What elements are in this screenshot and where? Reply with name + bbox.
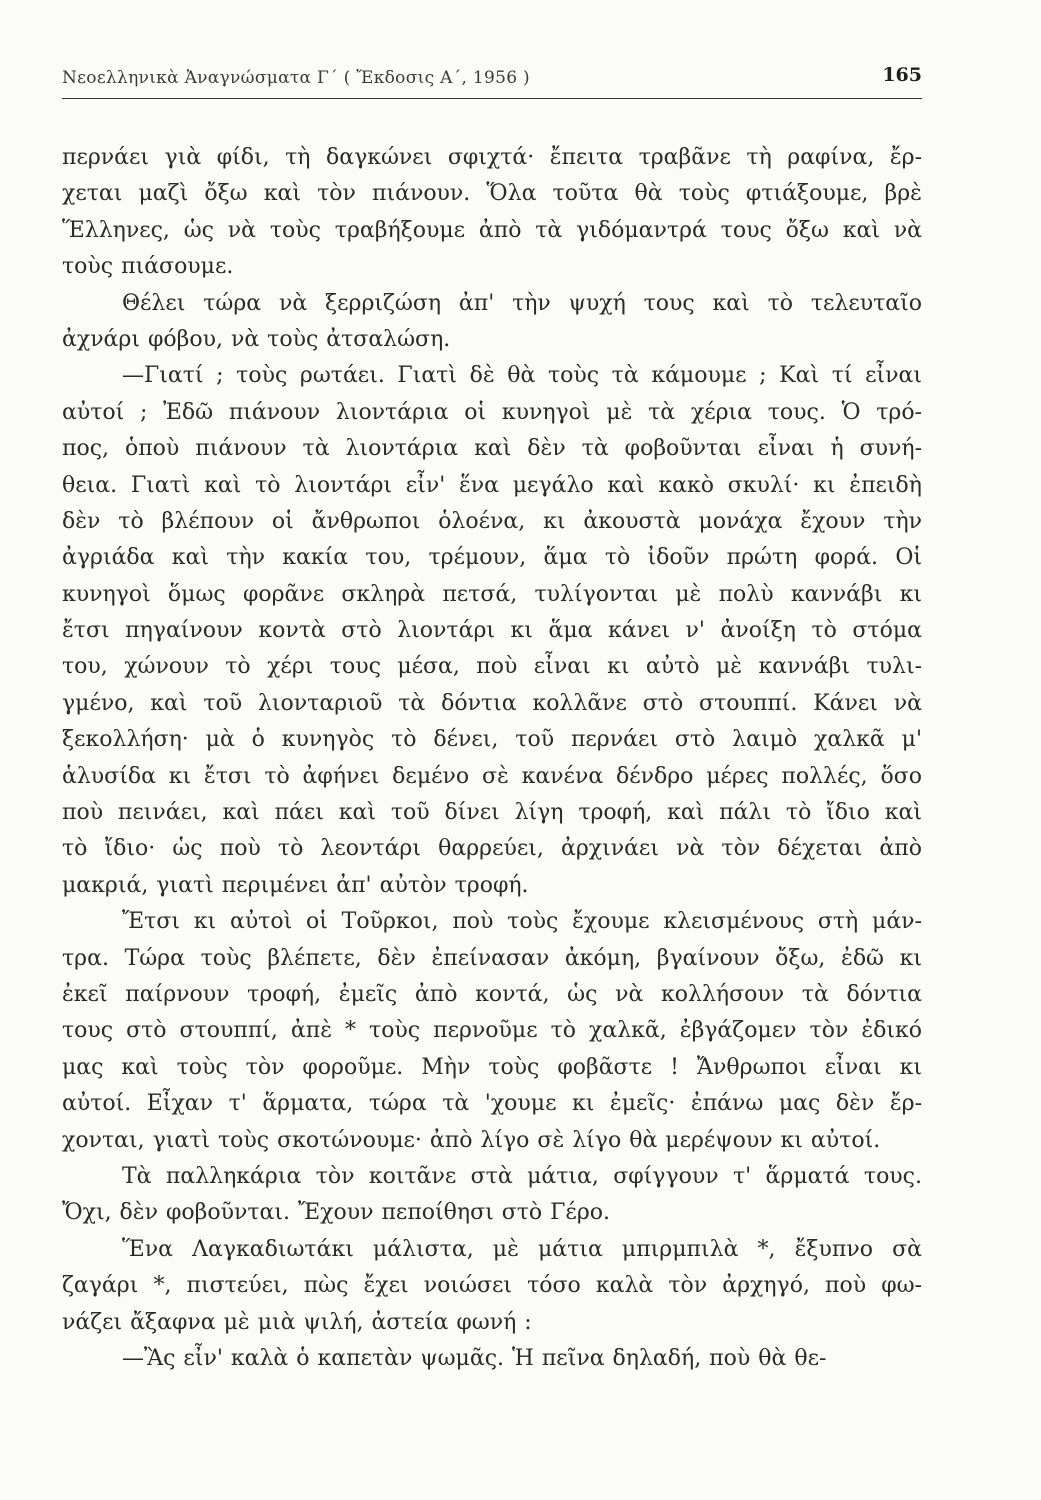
text-line: Ἔτσι κι αὐτοὶ οἱ Τοῦρκοι, ποὺ τοὺς ἔχουμε κλεισμένους στὴ μάν-	[122, 909, 922, 935]
text-line: —Ἂς εἶν' καλὰ ὁ καπετὰν ψωμᾶς. Ἡ πεῖνα δηλαδή, ποὺ θὰ θε-	[122, 1345, 827, 1371]
page-number: 165	[882, 64, 922, 86]
text-line: κυνηγοὶ ὅμως φορᾶνε σκληρὰ πετσά, τυλίγονται μὲ πολὺ καννάβι κι	[62, 581, 922, 607]
text-line: ἔτσι πηγαίνουν κοντὰ στὸ λιοντάρι κι ἅμα κάνει ν' ἀνοίξη τὸ στόμα	[62, 618, 922, 644]
header-title: Νεοελληνικὰ Ἀναγνώσματα Γ΄ ( Ἔκδοσις Α΄, 1956 )	[62, 68, 530, 88]
text-line: νάζει ἄξαφνα μὲ μιὰ ψιλή, ἀστεία φωνή :	[62, 1309, 532, 1335]
text-line: μας καὶ τοὺς τὸν φοροῦμε. Μὴν τοὺς φοβᾶστε ! Ἄνθρωποι εἶναι κι	[62, 1054, 922, 1080]
text-line: ἀγριάδα καὶ τὴν κακία του, τρέμουν, ἅμα τὸ ἰδοῦν πρώτη φορά. Οἱ	[62, 545, 922, 571]
text-line: ἐκεῖ παίρνουν τροφή, ἐμεῖς ἀπὸ κοντά, ὡς νὰ κολλήσουν τὰ δόντια	[62, 981, 922, 1007]
text-line: τὸ ἴδιο· ὡς ποὺ τὸ λεοντάρι θαρρεύει, ἀρχινάει νὰ τὸν δέχεται ἀπὸ	[62, 836, 922, 862]
text-line: θεια. Γιατὶ καὶ τὸ λιοντάρι εἶν' ἕνα μεγάλο καὶ κακὸ σκυλί· κι ἐπειδὴ	[62, 472, 922, 498]
text-line: του, χώνουν τὸ χέρι τους μέσα, ποὺ εἶναι κι αὐτὸ μὲ καννάβι τυλι-	[62, 654, 922, 680]
text-line: ἁλυσίδα κι ἔτσι τὸ ἀφήνει δεμένο σὲ κανένα δένδρο μέρες πολλές, ὅσο	[62, 763, 922, 789]
paragraph	[62, 286, 922, 359]
body-text	[62, 140, 922, 1377]
text-line: μακριά, γιατὶ περιμένει ἀπ' αὐτὸν τροφή.	[62, 872, 529, 898]
paragraph	[62, 358, 922, 904]
text-line: πος, ὁποὺ πιάνουν τὰ λιοντάρια καὶ δὲν τὰ φοβοῦνται εἶναι ἡ συνή-	[62, 436, 922, 462]
text-line: χονται, γιατὶ τοὺς σκοτώνουμε· ἀπὸ λίγο σὲ λίγο θὰ μερέψουν κι αὐτοί.	[62, 1127, 881, 1153]
paragraph	[62, 904, 922, 1159]
text-line: ἀχνάρι φόβου, νὰ τοὺς ἀτσαλώση.	[62, 326, 451, 352]
text-line: Τὰ παλληκάρια τὸν κοιτᾶνε στὰ μάτια, σφίγγουν τ' ἅρματά τους.	[122, 1163, 922, 1189]
text-line: χεται μαζὶ ὄξω καὶ τὸν πιάνουν. Ὅλα τοῦτα θὰ τοὺς φτιάξουμε, βρὲ	[62, 181, 922, 207]
text-line: Ἕνα Λαγκαδιωτάκι μάλιστα, μὲ μάτια μπιρμπιλὰ *, ἔξυπνο σὰ	[122, 1236, 922, 1262]
text-line: αὐτοί. Εἶχαν τ' ἅρματα, τώρα τὰ 'χουμε κι ἐμεῖς· ἐπάνω μας δὲν ἔρ-	[62, 1091, 922, 1117]
text-line: Ὄχι, δὲν φοβοῦνται. Ἔχουν πεποίθησι στὸ Γέρο.	[62, 1200, 610, 1226]
running-header	[62, 62, 922, 99]
text-line: ποὺ πεινάει, καὶ πάει καὶ τοῦ δίνει λίγη τροφή, καὶ πάλι τὸ ἴδιο καὶ	[62, 800, 922, 826]
paragraph	[62, 1159, 922, 1232]
text-line: τους στὸ στουππί, ἀπὲ * τοὺς περνοῦμε τὸ χαλκᾶ, ἐβγάζομεν τὸν ἐδικό	[62, 1018, 922, 1044]
paragraph	[62, 140, 922, 286]
text-line: δὲν τὸ βλέπουν οἱ ἄνθρωποι ὁλοένα, κι ἀκουστὰ μονάχα ἔχουν τὴν	[62, 508, 922, 534]
text-line: ξεκολλήση· μὰ ὁ κυνηγὸς τὸ δένει, τοῦ περνάει στὸ λαιμὸ χαλκᾶ μ'	[62, 727, 922, 753]
text-line: Θέλει τώρα νὰ ξερριζώση ἀπ' τὴν ψυχή τους καὶ τὸ τελευταῖο	[122, 290, 922, 316]
text-line: Ἕλληνες, ὡς νὰ τοὺς τραβήξουμε ἀπὸ τὰ γιδόμαντρά τους ὄξω καὶ νὰ	[62, 217, 922, 243]
text-line: αὐτοί ; Ἐδῶ πιάνουν λιοντάρια οἱ κυνηγοὶ μὲ τὰ χέρια τους. Ὁ τρό-	[62, 399, 922, 425]
text-line: —Γιατί ; τοὺς ρωτάει. Γιατὶ δὲ θὰ τοὺς τὰ κάμουμε ; Καὶ τί εἶναι	[122, 363, 922, 389]
text-line: περνάει γιὰ φίδι, τὴ δαγκώνει σφιχτά· ἔπειτα τραβᾶνε τὴ ραφίνα, ἔρ-	[62, 145, 922, 170]
text-line: τοὺς πιάσουμε.	[62, 254, 234, 280]
text-line: γμένο, καὶ τοῦ λιονταριοῦ τὰ δόντια κολλᾶνε στὸ στουππί. Κάνει νὰ	[62, 690, 922, 716]
paragraph	[62, 1341, 922, 1377]
text-line: τρα. Τώρα τοὺς βλέπετε, δὲν ἐπείνασαν ἀκόμη, βγαίνουν ὄξω, ἐδῶ κι	[62, 945, 922, 971]
text-line: ζαγάρι *, πιστεύει, πὼς ἔχει νοιώσει τόσο καλὰ τὸν ἀρχηγό, ποὺ φω-	[62, 1273, 922, 1299]
paragraph	[62, 1232, 922, 1341]
